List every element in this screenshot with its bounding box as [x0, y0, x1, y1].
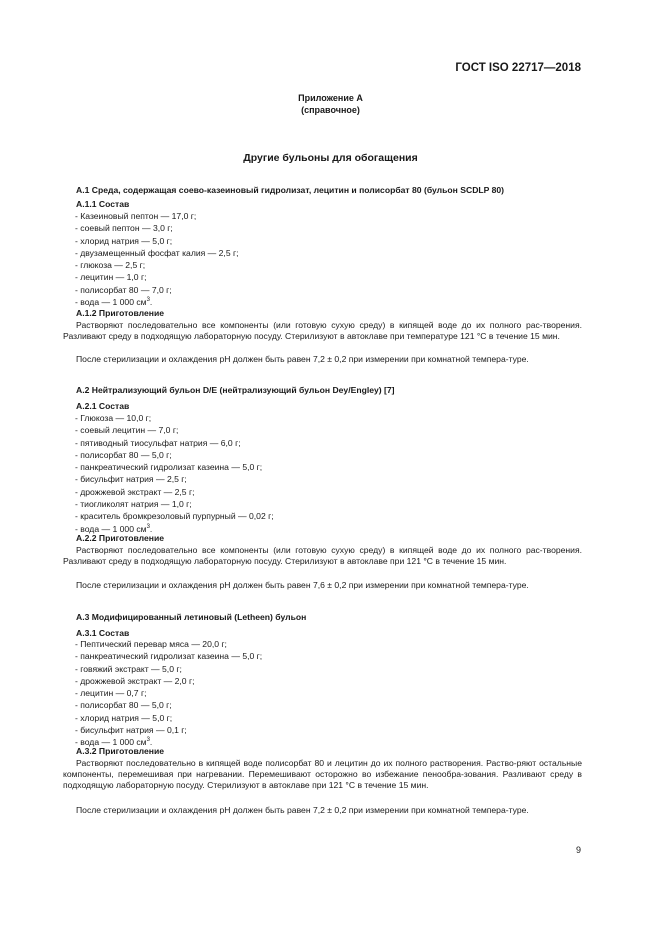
list-item: - дрожжевой экстракт — 2,5 г; — [75, 486, 195, 497]
appendix-note: (справочное) — [301, 105, 360, 115]
prep-heading-a1: А.1.2 Приготовление — [76, 308, 165, 318]
prep-text-a1 — [63, 320, 582, 342]
list-item: - Глюкоза — 10,0 г; — [75, 413, 152, 423]
list-item: - тиогликолят натрия — 1,0 г; — [75, 499, 192, 510]
list-item: - Пептический перевар мяса — 20,0 г; — [75, 639, 227, 649]
prep-heading-a3: А.3.2 Приготовление — [76, 746, 165, 756]
list-item: - хлорид натрия — 5,0 г; — [75, 712, 173, 723]
appendix-title: Приложение А — [298, 93, 363, 103]
prep-text-a3-ph — [63, 805, 582, 816]
prep-paragraph-2: После стерилизации и охлаждения pH должен быть равен 7,2 ± 0,2 при измерении при комнатной темпера-туре. — [76, 805, 529, 815]
prep-heading-a2: А.2.2 Приготовление — [76, 533, 165, 543]
list-item-last: - вода — 1 000 $см^3$. — [75, 297, 153, 308]
appendix-heading — [0, 92, 661, 116]
composition-list-a3 — [75, 638, 262, 749]
list-item: - панкреатический гидролизат казеина — 5,0 г; — [75, 651, 263, 662]
prep-text-a1-ph — [63, 354, 582, 365]
list-item: - соевый пептон — 3,0 г; — [75, 223, 173, 234]
prep-paragraph-1: Растворяют последовательно все компоненты (или готовую сухую среду) в кипящей воде до их полного рас-творения. Разливают среду в подходящую лабораторную посуду. Стерилизуют в автоклаве при 121 °С в течение 15 мин. — [63, 545, 582, 566]
prep-text-a3 — [63, 758, 582, 791]
list-item: - бисульфит натрия — 2,5 г; — [75, 474, 187, 485]
list-item: - полисорбат 80 — 7,0 г; — [75, 284, 172, 295]
composition-heading-a1: А.1.1 Состав — [76, 199, 130, 209]
document-header: ГОСТ ISO 22717—2018 — [455, 62, 581, 74]
composition-list-a2 — [75, 412, 274, 535]
list-item: - краситель бромкрезоловый пурпурный — 0,02 г; — [75, 511, 274, 522]
list-item: - панкреатический гидролизат казеина — 5,0 г; — [75, 462, 263, 473]
list-item: - говяжий экстракт — 5,0 г; — [75, 663, 182, 674]
list-item-last: - вода — 1 000 $см^3$. — [75, 523, 153, 534]
prep-paragraph-1: Растворяют последовательно в кипящей воде полисорбат 80 и лецитин до их полного растворения. Раство-ряют остальные компоненты, перемешивая при нагревании. Перемешивают осторожно во избежание пенообра-зования. Разливают среду в подходящую лабораторную посуду. Стерилизуют в автоклаве при 121 °С в течение 15 мин. — [63, 758, 582, 790]
list-item: - полисорбат 80 — 5,0 г; — [75, 700, 172, 711]
prep-paragraph-1: Растворяют последовательно все компоненты (или готовую сухую среду) в кипящей воде до их полного рас-творения. Разливают среду в подходящую лабораторную посуду. Стерилизуют в автоклаве при температуре 121 °С в течение 15 мин. — [63, 320, 582, 341]
list-item: - хлорид натрия — 5,0 г; — [75, 235, 173, 246]
list-item: - двузамещенный фосфат калия — 2,5 г; — [75, 247, 239, 258]
composition-heading-a2: А.2.1 Состав — [76, 401, 130, 411]
list-item: - бисульфит натрия — 0,1 г; — [75, 725, 187, 736]
section-heading-a1: А.1 Среда, содержащая соево-казеиновый гидролизат, лецитин и полисорбат 80 (бульон SCDLP 80) — [76, 185, 505, 195]
list-item: - лецитин — 0,7 г; — [75, 688, 147, 699]
list-item: - полисорбат 80 — 5,0 г; — [75, 449, 172, 460]
list-item: - глюкоза — 2,5 г; — [75, 260, 146, 271]
section-heading-a2: А.2 Нейтрализующий бульон D/E (нейтрализующий бульон Dey/Engley) [7] — [76, 385, 395, 395]
list-item: - лецитин — 1,0 г; — [75, 272, 147, 283]
prep-text-a2-ph — [63, 580, 582, 591]
list-item-last: - вода — 1 000 $см^3$. — [75, 737, 153, 748]
composition-heading-a3: А.3.1 Состав — [76, 628, 130, 638]
section-heading-a3: А.3 Модифицированный летиновый (Letheen) бульон — [76, 612, 307, 622]
list-item: - Казеиновый пептон — 17,0 г; — [75, 211, 197, 221]
prep-paragraph-2: После стерилизации и охлаждения pH должен быть равен 7,6 ± 0,2 при измерении при комнатной темпера-туре. — [76, 580, 529, 590]
list-item: - соевый лецитин — 7,0 г; — [75, 425, 179, 436]
prep-text-a2 — [63, 545, 582, 567]
list-item: - пятиводный тиосульфат натрия — 6,0 г; — [75, 437, 241, 448]
page-number: 9 — [575, 845, 581, 855]
main-title: Другие бульоны для обогащения — [243, 152, 418, 164]
composition-list-a1 — [75, 210, 239, 308]
prep-paragraph-2: После стерилизации и охлаждения pH должен быть равен 7,2 ± 0,2 при измерении при комнатной темпера-туре. — [76, 354, 529, 364]
list-item: - дрожжевой экстракт — 2,0 г; — [75, 675, 195, 686]
